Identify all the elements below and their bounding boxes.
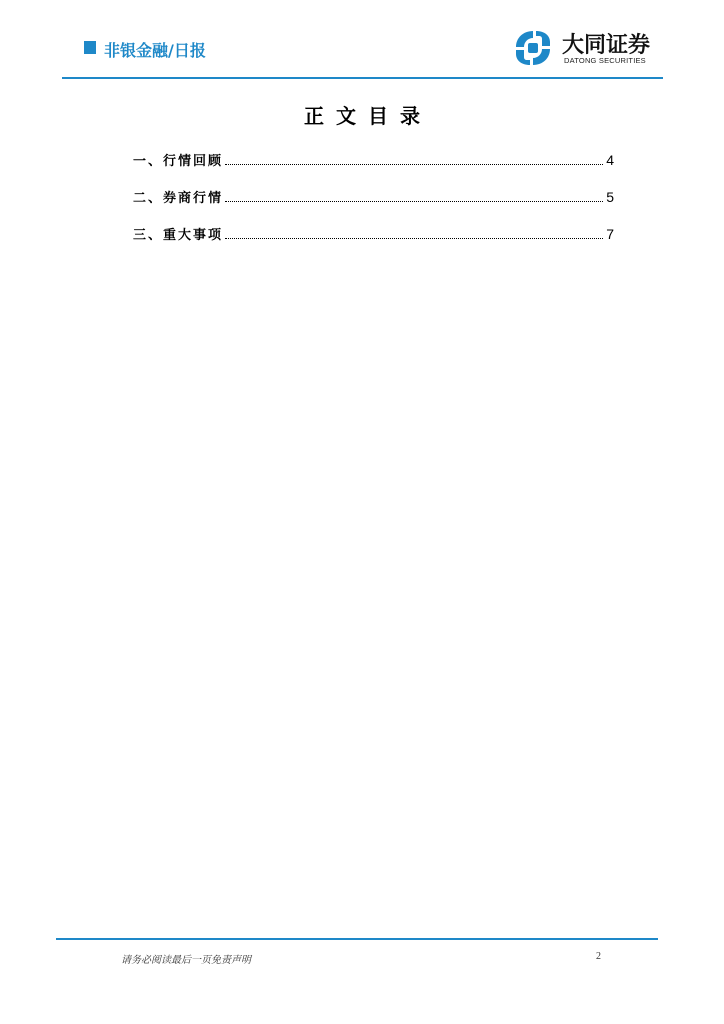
- toc-item[interactable]: [133, 187, 614, 206]
- report-category: 非银金融/日报: [104, 41, 206, 60]
- toc-item-label: 一、行情回顾: [133, 154, 224, 169]
- logo-name-cn: 大同证券: [562, 33, 651, 58]
- toc-title: 正文目录: [304, 104, 432, 128]
- company-logo: [510, 26, 665, 70]
- footer-divider: [56, 938, 658, 940]
- header-square-marker: [84, 41, 96, 54]
- toc-item-page: 7: [606, 226, 614, 242]
- datong-logo-icon: [512, 28, 554, 68]
- header-divider: [62, 77, 663, 79]
- toc-item[interactable]: [133, 224, 614, 243]
- toc-list: [133, 150, 614, 261]
- footer-disclaimer: 请务必阅读最后一页免责声明: [121, 955, 251, 966]
- logo-name-en: DATONG SECURITIES: [564, 56, 646, 65]
- footer-page-number: 2: [596, 951, 601, 962]
- toc-dot-leader: [225, 200, 603, 202]
- toc-dot-leader: [225, 237, 603, 239]
- toc-item[interactable]: [133, 150, 614, 169]
- toc-item-label: 三、重大事项: [133, 228, 224, 243]
- toc-item-page: 5: [606, 189, 614, 205]
- toc-dot-leader: [225, 163, 603, 165]
- toc-item-page: 4: [606, 152, 614, 168]
- toc-item-label: 二、券商行情: [133, 191, 224, 206]
